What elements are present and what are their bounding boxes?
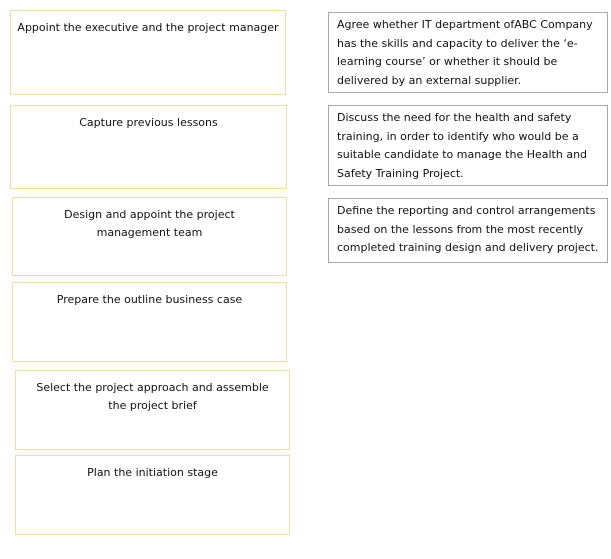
source-item-capture-lessons[interactable] (10, 105, 287, 189)
target-item-label: Discuss the need for the health and safety training, in order to identify who would be a suitable candidate to manage the Health and Safety Training Project. (337, 111, 588, 180)
source-item-label: Capture previous lessons (79, 116, 218, 129)
source-item-label: Design and appoint the project management team (64, 208, 235, 239)
target-item-label: Define the reporting and control arrangements based on the lessons from the most recently completed training design and delivery project. (337, 204, 599, 254)
source-item-label: Appoint the executive and the project manager (17, 21, 279, 34)
source-item-project-brief[interactable] (15, 370, 290, 450)
target-item-label: Agree whether IT department ofABC Company has the skills and capacity to deliver the ‘e-learning course’ or whether it should be delivered by an external supplier. (337, 18, 593, 87)
target-item-health-safety[interactable] (328, 105, 608, 186)
source-item-appoint-executive[interactable] (10, 10, 286, 95)
target-item-reporting-control[interactable] (328, 198, 608, 263)
target-item-it-department[interactable] (328, 12, 608, 93)
source-item-label: Prepare the outline business case (56, 293, 243, 306)
source-item-design-team[interactable] (12, 197, 287, 276)
source-item-plan-initiation[interactable] (15, 455, 290, 535)
source-item-label: Select the project approach and assemble the project brief (36, 381, 269, 412)
source-item-label: Plan the initiation stage (87, 466, 218, 479)
source-item-outline-business-case[interactable] (12, 282, 287, 362)
